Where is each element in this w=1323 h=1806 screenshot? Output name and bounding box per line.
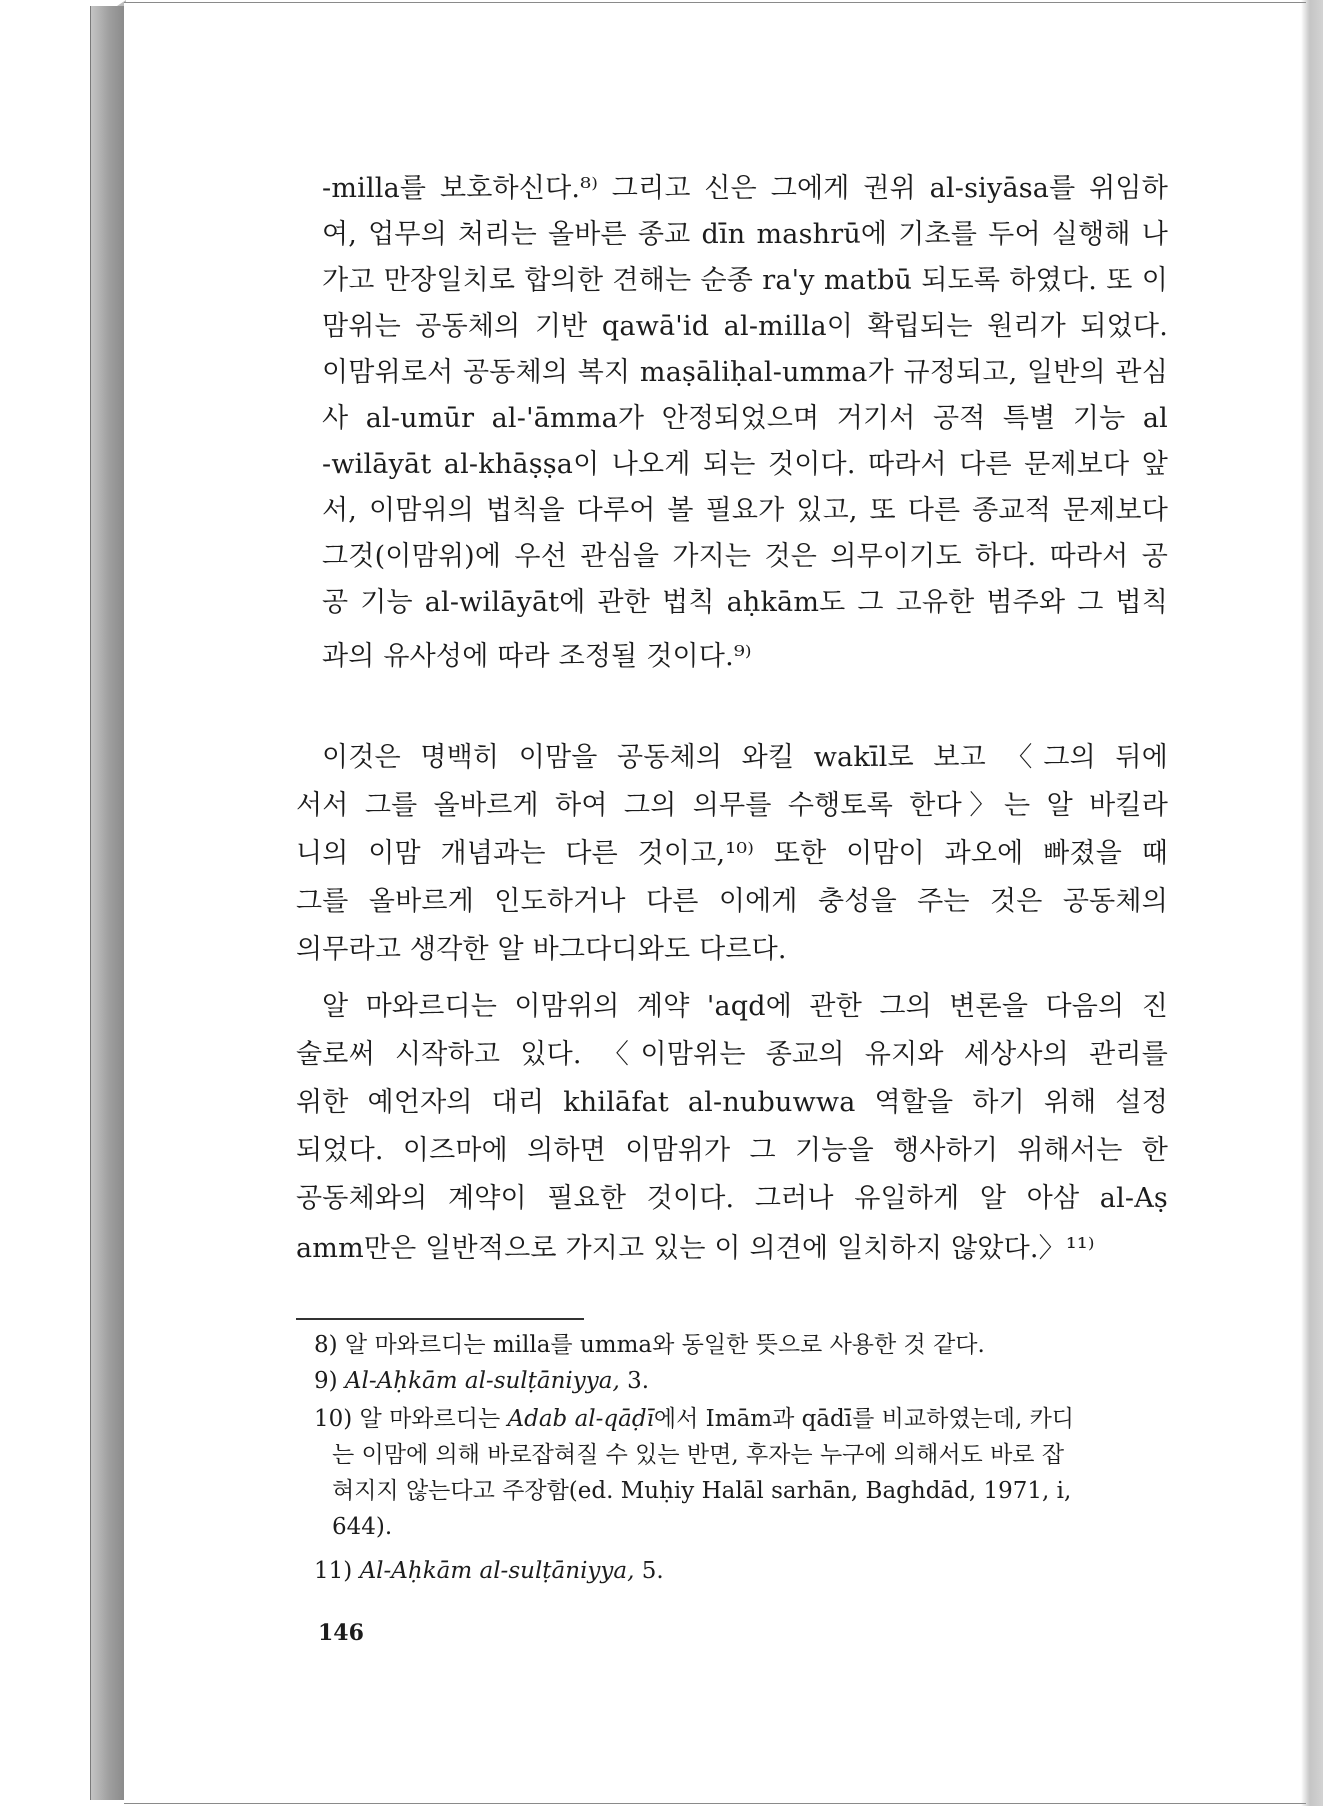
footnote-9 [314,1366,649,1396]
footnote-10 [314,1404,1074,1434]
text-line: 여, 업무의 처리는 올바른 종교 dīn mashrū에 기초를 두어 실행해 나 [322,219,1168,250]
footnote-text: 에서 Imām과 qādī를 비교하였는데, 카디 [653,1406,1075,1432]
footnote-number: 10) 알 마와르디는 [314,1406,508,1432]
text-line: 가고 만장일치로 합의한 견해는 순종 ra'y matbū 되도록 하였다. 또 이 [322,265,1168,296]
text-line: -wilāyāt al-khāṣṣa이 나오게 되는 것이다. 따라서 다른 문제보다 앞 [322,449,1168,480]
text-line: 그것(이맘위)에 우선 관심을 가지는 것은 의무이기도 하다. 따라서 공 [322,541,1168,572]
text-line: -milla를 보호하신다.⁸⁾ 그리고 신은 그에게 권위 al-siyāsa를 위임하 [322,173,1168,204]
page-number: 146 [318,1620,364,1646]
footnote-divider [296,1318,584,1320]
page-edge-shadow [1301,0,1323,1806]
footnote-10-line-3: 혀지지 않는다고 주장함(ed. Muḥiy Halāl sarhān, Baghdād, 1971, i, [332,1478,1072,1504]
footnote-source-title: Adab al-qāḍī [507,1406,654,1432]
text-line: 맘위는 공동체의 기반 qawā'id al-milla이 확립되는 원리가 되었다. [322,311,1168,342]
text-line: 그를 올바르게 인도하거나 다른 이에게 충성을 주는 것은 공동체의 [296,886,1168,917]
footnote-10-line-4: 644). [332,1514,393,1540]
text-line: 서, 이맘위의 법칙을 다루어 볼 필요가 있고, 또 다른 종교적 문제보다 [322,495,1168,526]
text-line: 공동체와의 계약이 필요한 것이다. 그러나 유일하게 알 아삼 al-Aṣ [296,1183,1168,1214]
text-line: 알 마와르디는 이맘위의 계약 'aqd에 관한 그의 변론을 다음의 진 [322,991,1168,1022]
text-line: 위한 예언자의 대리 khilāfat al-nubuwwa 역할을 하기 위해 설정 [296,1087,1168,1118]
text-line: 서서 그를 올바르게 하여 그의 의무를 수행토록 한다〉는 알 바킬라 [296,790,1168,821]
footnote-source-title: Al-Aḥkām al-sulṭāniyya, [359,1558,635,1584]
text-line: 이맘위로서 공동체의 복지 maṣāliḥal-umma가 규정되고, 일반의 관심 [322,357,1168,388]
text-line: 이것은 명백히 이맘을 공동체의 와킬 wakīl로 보고 〈그의 뒤에 [322,742,1168,773]
text-line: 니의 이맘 개념과는 다른 것이고,¹⁰⁾ 또한 이맘이 과오에 빠졌을 때 [296,838,1168,869]
footnote-10-line-2: 는 이맘에 의해 바로잡혀질 수 있는 반면, 후자는 누구에 의해서도 바로 잡 [332,1442,1065,1468]
book-spine [90,6,125,1800]
footnote-page: 5. [634,1558,664,1584]
text-line: 의무라고 생각한 알 바그다디와도 다르다. [296,934,787,965]
text-line: 과의 유사성에 따라 조정될 것이다.⁹⁾ [322,641,752,672]
footnote-source-title: Al-Aḥkām al-sulṭāniyya, [344,1368,620,1394]
text-line: amm만은 일반적으로 가지고 있는 이 의견에 일치하지 않았다.〉¹¹⁾ [296,1233,1095,1264]
text-line: 공 기능 al-wilāyāt에 관한 법칙 aḥkām도 그 고유한 범주와 그 법칙 [322,587,1168,618]
text-line: 술로써 시작하고 있다. 〈이맘위는 종교의 유지와 세상사의 관리를 [296,1039,1168,1070]
text-line: 사 al-umūr al-'āmma가 안정되었으며 거기서 공적 특별 기능 al [322,403,1168,434]
footnote-8: 8) 알 마와르디는 milla를 umma와 동일한 뜻으로 사용한 것 같다. [314,1332,985,1358]
footnote-number: 11) [314,1558,353,1584]
footnote-page: 3. [619,1368,650,1394]
footnote-number: 9) [314,1368,338,1394]
footnote-11 [314,1556,664,1586]
text-line: 되었다. 이즈마에 의하면 이맘위가 그 기능을 행사하기 위해서는 한 [296,1135,1168,1166]
